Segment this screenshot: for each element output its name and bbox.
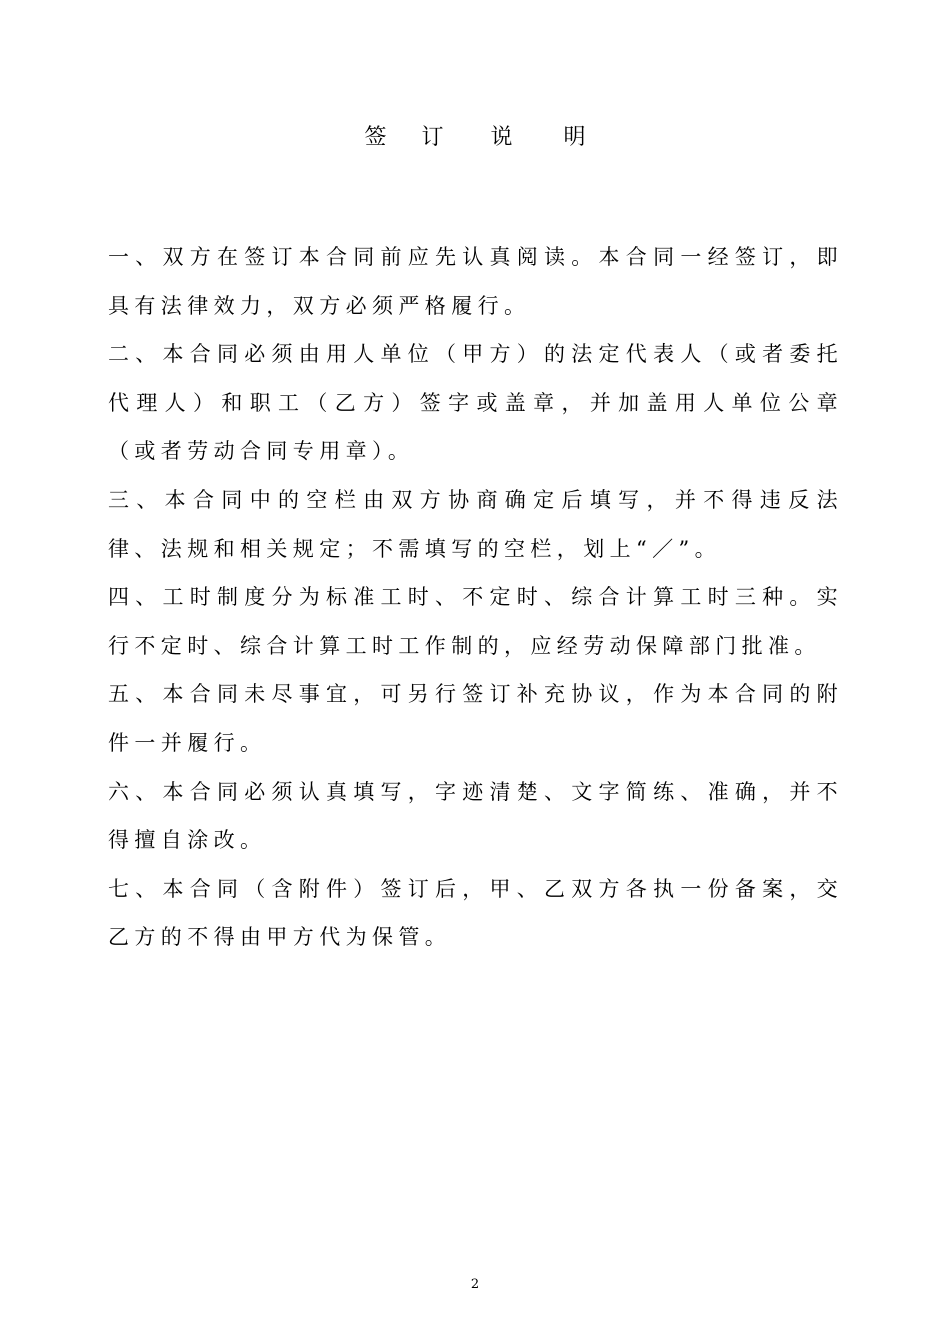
instruction-paragraph-2: 二、本合同必须由用人单位（甲方）的法定代表人（或者委托代理人）和职工（乙方）签字或盖章，并加盖用人单位公章（或者劳动合同专用章）。: [108, 342, 843, 464]
instructions-body: [108, 233, 843, 962]
title-char: 说: [490, 125, 513, 150]
page-title: [0, 122, 950, 154]
page-number: 2: [470, 1277, 480, 1292]
title-char: 订: [421, 125, 444, 150]
instruction-paragraph-7: 七、本合同（含附件）签订后，甲、乙双方各执一份备案，交乙方的不得由甲方代为保管。: [108, 876, 843, 950]
instruction-paragraph-4: 四、工时制度分为标准工时、不定时、综合计算工时三种。实行不定时、综合计算工时工作制的，应经劳动保障部门批准。: [108, 585, 843, 658]
instruction-paragraph-5: 五、本合同未尽事宜，可另行签订补充协议，作为本合同的附件一并履行。: [108, 682, 843, 755]
title-char: 签: [364, 125, 387, 150]
instruction-paragraph-3: 三、本合同中的空栏由双方协商确定后填写，并不得违反法律、法规和相关规定；不需填写的空栏，划上“／”。: [108, 487, 843, 561]
title-char: 明: [563, 125, 586, 150]
instruction-paragraph-1: 一、双方在签订本合同前应先认真阅读。本合同一经签订，即具有法律效力，双方必须严格履行。: [108, 245, 843, 318]
instruction-paragraph-6: 六、本合同必须认真填写，字迹清楚、文字简练、准确，并不得擅自涂改。: [108, 779, 843, 853]
